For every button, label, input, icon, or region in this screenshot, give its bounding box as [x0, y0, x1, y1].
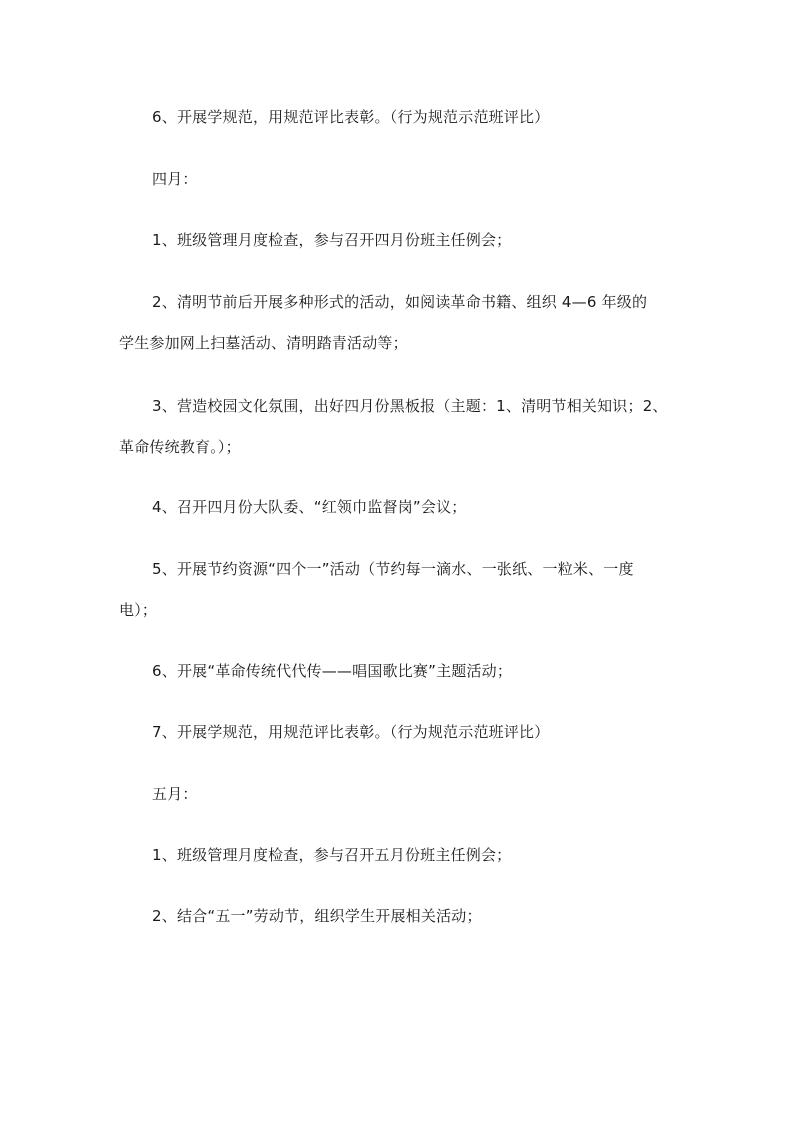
april-heading: 四月：	[152, 170, 198, 188]
april-item-2-line-1: 2、清明节前后开展多种形式的活动，如阅读革命书籍、组织 4—6 年级的	[152, 293, 648, 311]
april-item-1: 1、班级管理月度检查，参与召开四月份班主任例会；	[152, 231, 512, 249]
april-item-3-line-1: 3、营造校园文化氛围，出好四月份黑板报（主题：1、清明节相关知识；2、	[152, 397, 668, 415]
may-item-2: 2、结合“五一”劳动节，组织学生开展相关活动；	[152, 907, 482, 925]
april-item-5-line-2: 电）；	[119, 601, 158, 619]
april-item-2-line-2: 学生参加网上扫墓活动、清明踏青活动等；	[119, 334, 408, 352]
may-item-1: 1、班级管理月度检查，参与召开五月份班主任例会；	[152, 846, 512, 864]
april-item-5-line-1: 5、开展节约资源“四个一”活动（节约每一滴水、一张纸、一粒米、一度	[152, 560, 634, 578]
april-item-7: 7、开展学规范，用规范评比表彰。（行为规范示范班评比）	[152, 723, 550, 741]
april-item-3-line-2: 革命传统教育。）；	[119, 438, 241, 456]
april-item-4: 4、召开四月份大队委、“红领巾监督岗”会议；	[152, 498, 467, 516]
may-heading: 五月：	[152, 785, 198, 803]
april-item-6: 6、开展“革命传统代代传——唱国歌比赛”主题活动；	[152, 662, 513, 680]
march-item-6: 6、开展学规范，用规范评比表彰。（行为规范示范班评比）	[152, 108, 550, 126]
